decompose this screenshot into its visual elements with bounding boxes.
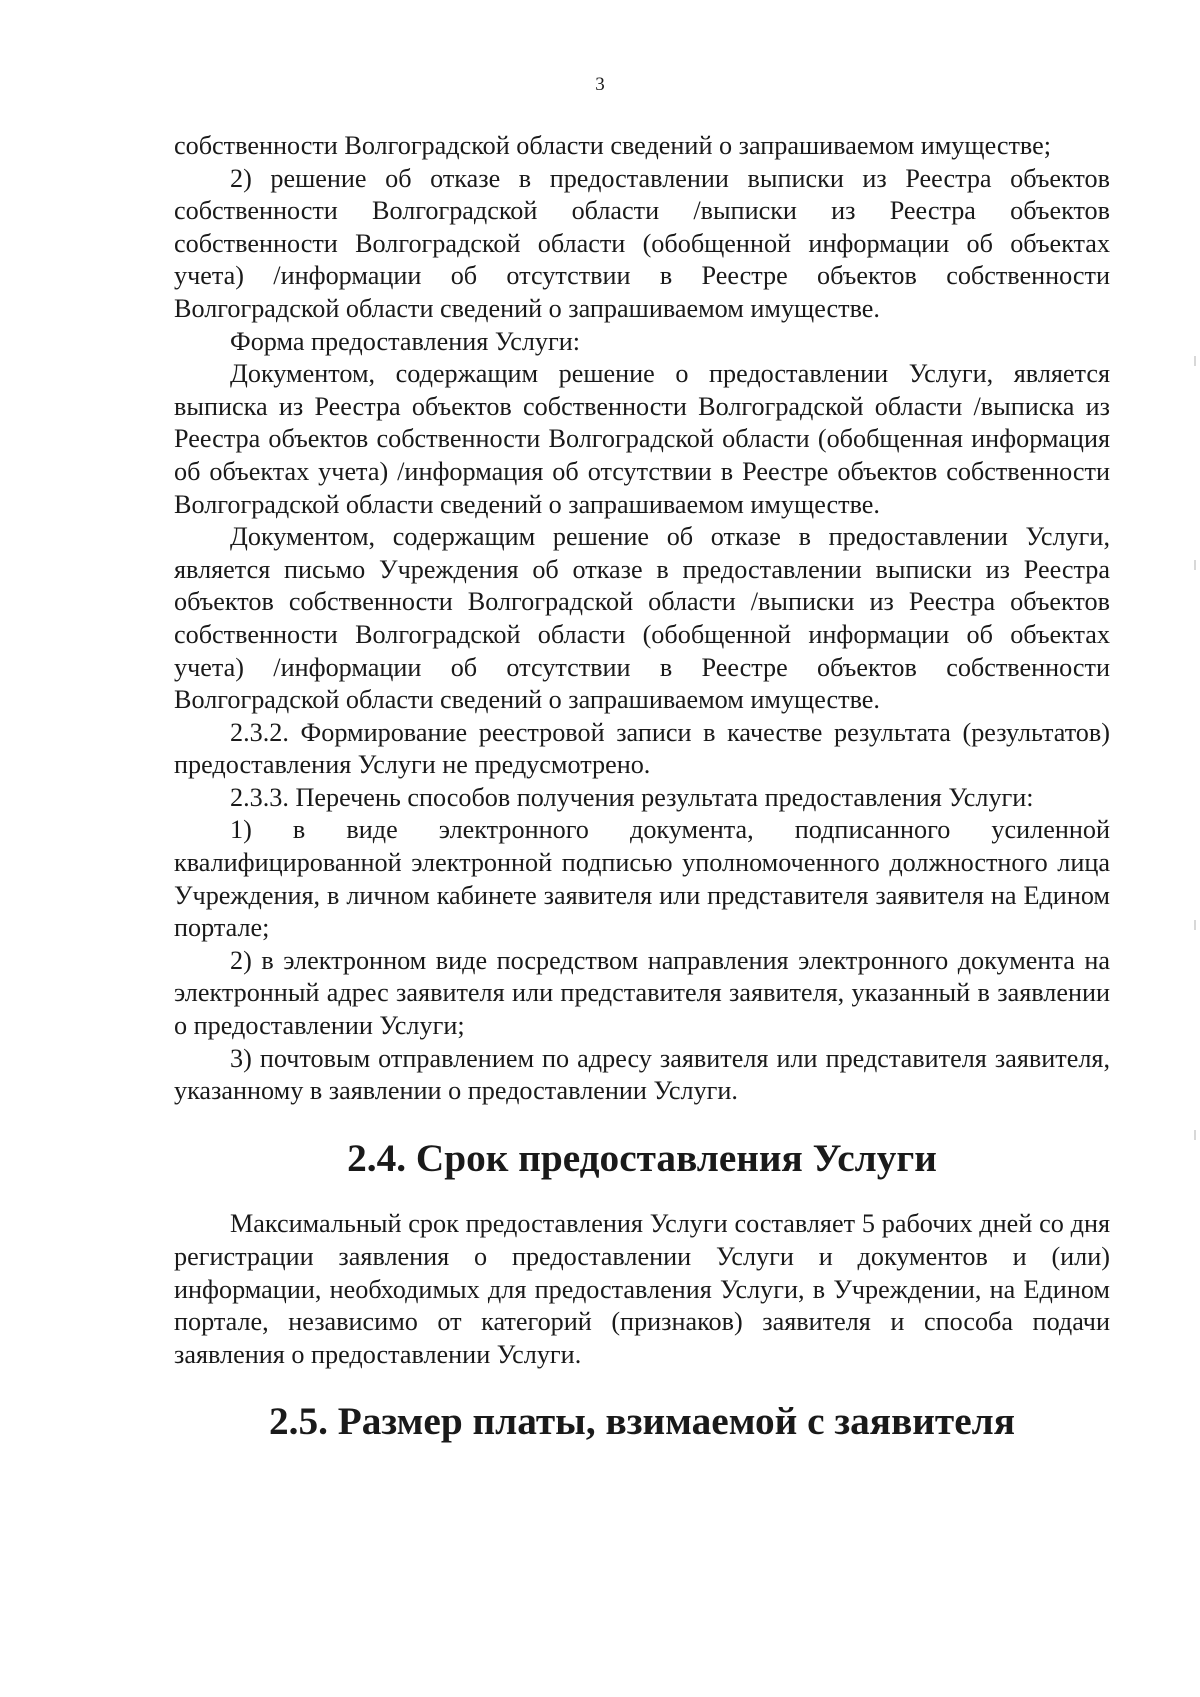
paragraph-service-term: Максимальный срок предоставления Услуги составляет 5 рабочих дней со дня регистрации заявления о предоставлении Услуги и документов и (или) информации, необходимых для предоставления Услуги, в Учреждении, на Едином портале, независимо от категорий (признаков) заявителя и способа подачи заявления о предоставлении Услуги. xyxy=(174,1209,1110,1369)
scan-artifact xyxy=(1194,1130,1196,1140)
scan-artifact xyxy=(1194,560,1196,570)
section-heading-2-4: 2.4. Срок предоставления Услуги xyxy=(347,1135,937,1180)
scan-artifact xyxy=(1194,356,1196,366)
scan-artifact xyxy=(1194,920,1196,930)
paragraph-2-3-3: 2.3.3. Перечень способов получения результата предоставления Услуги: xyxy=(230,782,1034,812)
paragraph-method-1: 1) в виде электронного документа, подписанного усиленной квалифицированной электронной подписью уполномоченного должностного лица Учреждения, в личном кабинете заявителя или представителя заявителя на Едином портале; xyxy=(174,815,1110,943)
paragraph-method-2: 2) в электронном виде посредством направления электронного документа на электронный адрес заявителя или представителя заявителя, указанный в заявлении о предоставлении Услуги; xyxy=(174,945,1110,1041)
page-number: 3 xyxy=(595,74,605,95)
paragraph-form-of-service: Форма предоставления Услуги: xyxy=(230,326,581,356)
section-heading-2-5: 2.5. Размер платы, взимаемой с заявителя xyxy=(269,1399,1015,1444)
paragraph-method-3: 3) почтовым отправлением по адресу заявителя или представителя заявителя, указанному в заявлении о предоставлении Услуги. xyxy=(174,1043,1110,1106)
document-body xyxy=(174,130,1110,1444)
paragraph-decision-document: Документом, содержащим решение о предоставлении Услуги, является выписка из Реестра объектов собственности Волгоградской области /выписка из Реестра объектов собственности Волгоградской области (обобщенная информация об объектах учета) /информация об отсутствии в Реестре объектов собственности Волгоградской области сведений о запрашиваемом имуществе. xyxy=(174,359,1110,519)
paragraph-2-3-2: 2.3.2. Формирование реестровой записи в качестве результата (результатов) предоставления Услуги не предусмотрено. xyxy=(174,717,1110,780)
paragraph-continuation: собственности Волгоградской области сведений о запрашиваемом имуществе; xyxy=(174,131,1052,160)
paragraph-item-2-refusal: 2) решение об отказе в предоставлении выписки из Реестра объектов собственности Волгоградской области /выписки из Реестра объектов собственности Волгоградской области (обобщенной информации об объектах учета) /информации об отсутствии в Реестре объектов собственности Волгоградской области сведений о запрашиваемом имуществе. xyxy=(174,163,1110,323)
paragraph-refusal-document: Документом, содержащим решение об отказе в предоставлении Услуги, является письмо Учреждения об отказе в предоставлении выписки из Реестра объектов собственности Волгоградской области /выписки из Реестра объектов собственности Волгоградской области (обобщенной информации об объектах учета) /информации об отсутствии в Реестре объектов собственности Волгоградской области сведений о запрашиваемом имуществе. xyxy=(174,522,1110,715)
